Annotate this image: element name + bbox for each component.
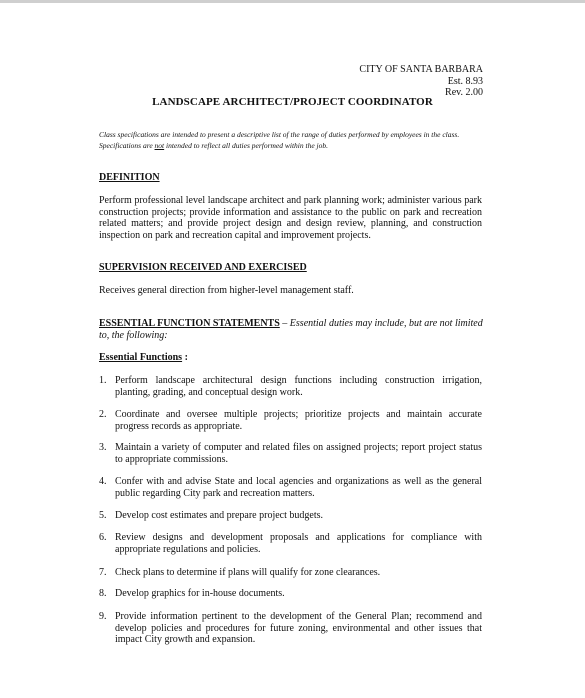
established-date: Est. 8.93 [447, 75, 483, 87]
list-item-text: Develop cost estimates and prepare project budgets. [115, 510, 323, 521]
document-header [359, 64, 483, 99]
list-item-text: Coordinate and oversee multiple projects; prioritize projects and maintain accurate progress records as appropriate. [115, 409, 482, 432]
list-item [99, 510, 482, 522]
supervision-heading: SUPERVISION RECEIVED AND EXERCISED [99, 262, 307, 273]
intro-note [99, 130, 491, 151]
list-item-number: 7. [99, 567, 107, 578]
definition-heading: DEFINITION [99, 172, 160, 183]
list-item-number: 1. [99, 375, 107, 386]
list-item [99, 409, 482, 432]
essential-functions-heading [99, 318, 489, 341]
revision-number: Rev. 2.00 [445, 87, 483, 98]
list-item [99, 611, 482, 646]
essential-sub-label: Essential Functions [99, 352, 183, 363]
essential-heading-note: – Essential duties may include, but are not limited to, the following: [99, 318, 483, 341]
list-item-number: 8. [99, 588, 107, 599]
list-item [99, 442, 482, 465]
list-item [99, 532, 482, 555]
intro-line-2-start: Specifications are [99, 140, 155, 150]
essential-functions-subheading [99, 352, 188, 363]
list-item-text: Review designs and development proposals and applications for compliance with appropriate regulations and policies. [115, 532, 482, 555]
list-item-number: 5. [99, 510, 107, 521]
top-divider [0, 0, 585, 3]
list-item-number: 3. [99, 442, 107, 453]
intro-emphasis-not: not [154, 140, 165, 150]
supervision-text: Receives general direction from higher-level management staff. [99, 285, 354, 296]
list-item-text: Confer with and advise State and local agencies and organizations as well as the general public regarding City park and recreation matters. [115, 476, 482, 499]
list-item [99, 588, 482, 600]
list-item-text: Provide information pertinent to the development of the General Plan; recommend and develop policies and procedures for future zoning, environmental and other issues that impact City growth and expansion. [115, 611, 482, 645]
list-item-text: Perform landscape architectural design functions including construction irrigation, planting, grading, and conceptual design work. [115, 375, 482, 398]
list-item [99, 375, 482, 398]
list-item-text: Maintain a variety of computer and related files on assigned projects; report project status to appropriate commissions. [115, 442, 482, 465]
essential-heading-label: ESSENTIAL FUNCTION STATEMENTS [99, 318, 280, 329]
list-item-number: 9. [99, 611, 107, 622]
list-item-text: Check plans to determine if plans will qualify for zone clearances. [115, 567, 381, 578]
intro-line-1: Class specifications are intended to present a descriptive list of the range of duties performed by employees in the class. [99, 130, 460, 139]
list-item-number: 2. [99, 409, 107, 420]
definition-text: Perform professional level landscape architect and park planning work; administer various park construction projects; provide information and assistance to the public on park and recreation related matters; and provide project design and design review, planning, and construction inspection on park and recreation capital and improvement projects. [99, 195, 482, 241]
essential-sub-colon: : [184, 352, 188, 363]
list-item [99, 476, 482, 499]
list-item-number: 4. [99, 476, 107, 487]
list-item-text: Develop graphics for in-house documents. [115, 588, 285, 599]
intro-line-2-end: intended to reflect all duties performed within the job. [164, 140, 329, 150]
document-title: LANDSCAPE ARCHITECT/PROJECT COORDINATOR [152, 96, 433, 108]
list-item [99, 567, 482, 579]
intro-line-2 [99, 141, 491, 152]
organization-name: CITY OF SANTA BARBARA [359, 64, 483, 75]
list-item-number: 6. [99, 532, 107, 543]
